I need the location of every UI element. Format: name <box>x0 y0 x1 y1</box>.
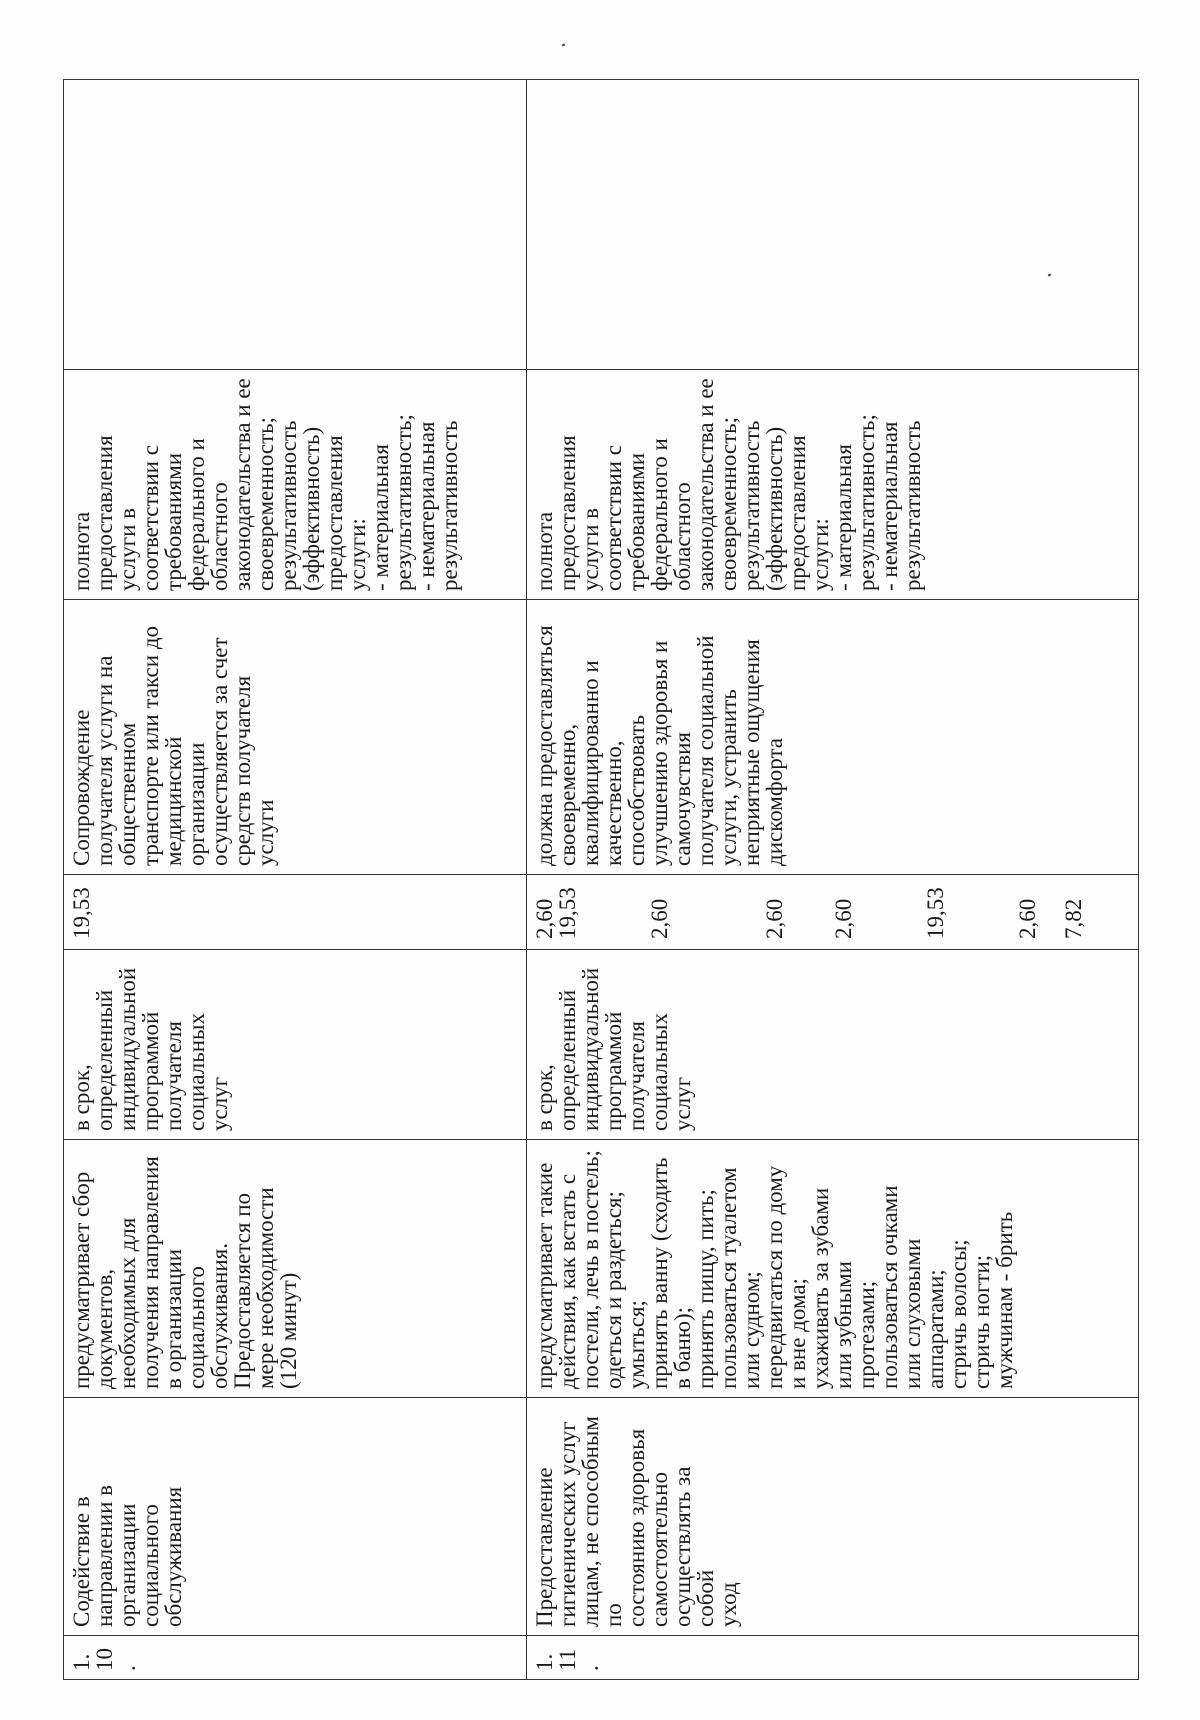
services-table <box>63 79 1139 1680</box>
service-cost-cell <box>64 875 527 950</box>
service-description: предусматривает такие действия, как встать с постели, лечь в постель; одеться и раздеться; умыться; принять ванну (сходить в баню); принять пищу, пить; пользоваться туалетом или судном; передвигаться по дому и вне дома; ухаживать за зубами или зубными протезами; пользоваться очками или слуховыми аппаратами; стричь волосы; стричь ногти; мужчинам - брить <box>527 1140 1139 1398</box>
table-row <box>64 80 527 1680</box>
quality-indicators: полнота предоставления услуги в соответствии с требованиями федерального и областного законодательства и ее своевременность; результативность (эффективность) предоставления услуги: - материальная результативность; - нематериальная результативность <box>527 370 1139 600</box>
service-cost-cell <box>527 875 1139 950</box>
table-row <box>527 80 1139 1680</box>
cost-value: 19,53 <box>69 887 94 939</box>
cost-list <box>533 879 1134 945</box>
cost-value: 7,82 <box>1061 898 1086 939</box>
service-term: в срок, определенный индивидуальной программой получателя социальных услуг <box>527 950 1139 1140</box>
service-description: предусматривает сбор документов, необходимых для получения направления в организации социального обслуживания. Предоставляется по мере необходимости (120 минут) <box>64 1140 527 1398</box>
service-name: Содействие в направлении в организации социального обслуживания <box>64 1398 527 1636</box>
row-number: 1.11. <box>527 1636 1139 1680</box>
cost-value: 2,60 <box>831 898 856 939</box>
cost-value: 2,60 <box>647 898 672 939</box>
cost-value: 2,60 <box>532 898 557 939</box>
cost-value: 19,53 <box>923 887 948 939</box>
extra-column <box>64 80 527 370</box>
service-term: в срок, определенный индивидуальной программой получателя социальных услуг <box>64 950 527 1140</box>
cost-value: 2,60 <box>1015 898 1040 939</box>
cost-value: 19,53 <box>555 887 580 939</box>
service-conditions: Сопровождение получателя услуги на общественном транспорте или такси до медицинской организации осуществляется за счет средств получателя услуги <box>64 600 527 875</box>
cost-value: 2,60 <box>762 898 787 939</box>
scan-speck <box>562 43 566 46</box>
extra-column <box>527 80 1139 370</box>
service-conditions: должна предоставляться своевременно, квалифицированно и качественно, способствовать улучшению здоровья и самочувствия получателя социальной услуги, устранить неприятные ощущения дискомфорта <box>527 600 1139 875</box>
row-number: 1.10. <box>64 1636 527 1680</box>
quality-indicators: полнота предоставления услуги в соответствии с требованиями федерального и областного законодательства и ее своевременность; результативность (эффективность) предоставления услуги: - материальная результативность; - нематериальная результативность <box>64 370 527 600</box>
service-name: Предоставление гигиенических услуг лицам, не способным по состоянию здоровья самостоятельно осуществлять за собой уход <box>527 1398 1139 1636</box>
cost-list <box>70 879 522 945</box>
rotated-table-wrapper <box>63 80 1138 1680</box>
